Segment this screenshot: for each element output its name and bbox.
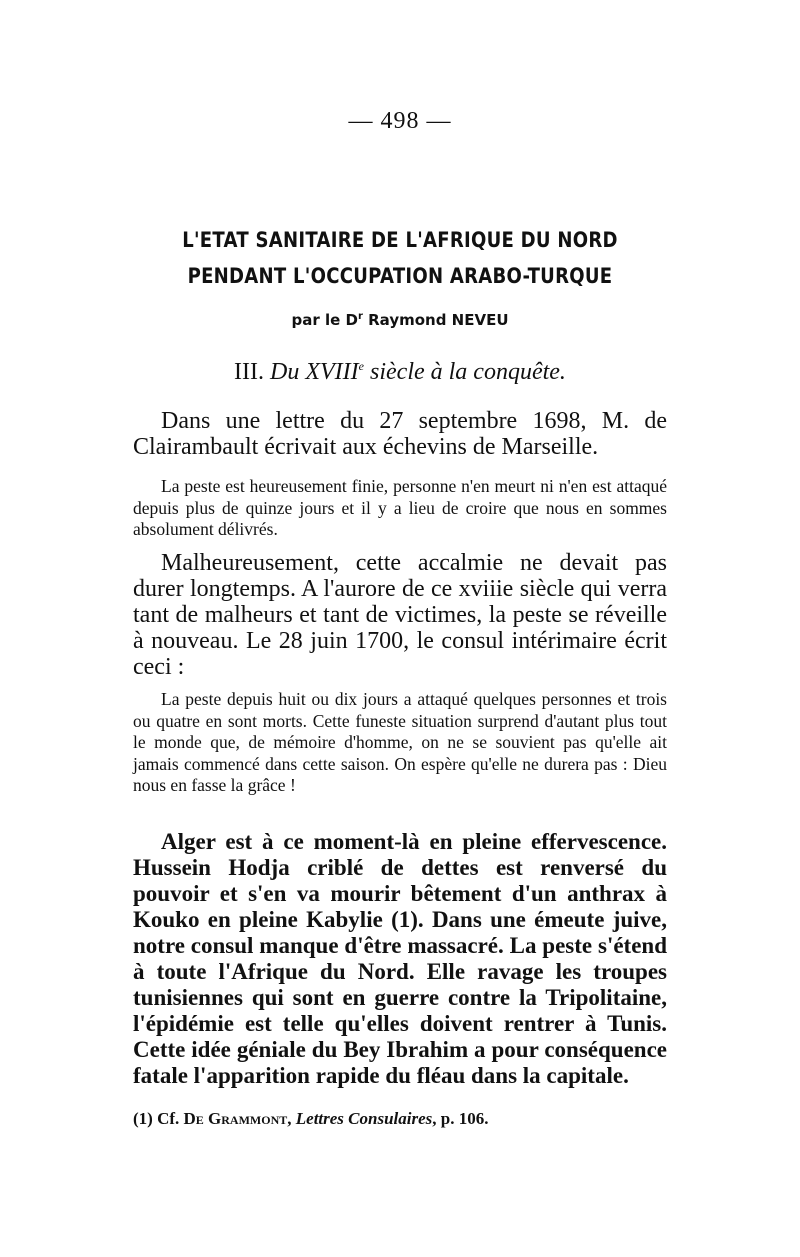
footnote xyxy=(133,1109,667,1129)
section-numeral: III. xyxy=(234,359,271,385)
byline-prefix: par le D xyxy=(291,311,358,329)
section-heading xyxy=(0,359,800,386)
footnote-marker: (1) Cf. xyxy=(133,1109,184,1128)
paragraph-1: Dans une lettre du 27 septembre 1698, M. de Clairambault écrivait aux échevins de Marseille. xyxy=(133,408,667,460)
page-number: — 498 — xyxy=(348,108,452,134)
section-title-end: siècle à la conquête. xyxy=(364,359,566,385)
paragraph-2: Malheureusement, cette accalmie ne devait pas durer longtemps. A l'aurore de ce xviiie siècle qui verra tant de malheurs et tant de victimes, la peste se réveille à nouveau. Le 28 juin 1700, le consul intérimaire écrit ceci : xyxy=(133,550,667,680)
author-byline xyxy=(0,311,800,329)
paragraph-3: Alger est à ce moment-là en pleine effervescence. Hussein Hodja criblé de dettes est renversé du pouvoir et s'en va mourir bêtement d'un anthrax à Kouko en pleine Kabylie (1). Dans une émeute juive, notre consul manque d'être massacré. La peste s'étend à toute l'Afrique du Nord. Elle ravage les troupes tunisiennes qui sont en guerre contre la Tripolitaine, l'épidémie est telle qu'elles doivent rentrer à Tunis. Cette idée géniale du Bey Ibrahim a pour conséquence fatale l'apparition rapide du fléau dans la capitale. xyxy=(133,829,667,1088)
article-title-line-2: PENDANT L'OCCUPATION ARABO-TURQUE xyxy=(187,264,613,288)
footnote-author: De Grammont xyxy=(183,1109,288,1128)
section-title-superscript: e xyxy=(358,359,364,373)
article-title-line-1: L'ETAT SANITAIRE DE L'AFRIQUE DU NORD xyxy=(182,228,618,252)
byline-superscript: r xyxy=(357,311,363,322)
footnote-page: , p. 106. xyxy=(432,1109,489,1128)
quotation-2: La peste depuis huit ou dix jours a attaqué quelques personnes et trois ou quatre en sont morts. Cette funeste situation surprend d'autant plus tout le monde que, de mémoire d'homme, on ne se souvient pas qu'elle ait jamais commencé dans cette saison. On espère qu'elle ne durera pas : Dieu nous en fasse la grâce ! xyxy=(133,689,667,795)
section-title-start: Du XVIII xyxy=(270,359,359,385)
footnote-work: Lettres Consulaires xyxy=(295,1109,433,1128)
footnote-separator: , xyxy=(287,1109,296,1128)
quotation-1: La peste est heureusement finie, personne n'en meurt ni n'en est attaqué depuis plus de quinze jours et il y a lieu de croire que nous en sommes absolument délivrés. xyxy=(133,476,667,539)
byline-author-name: Raymond NEVEU xyxy=(362,311,509,329)
